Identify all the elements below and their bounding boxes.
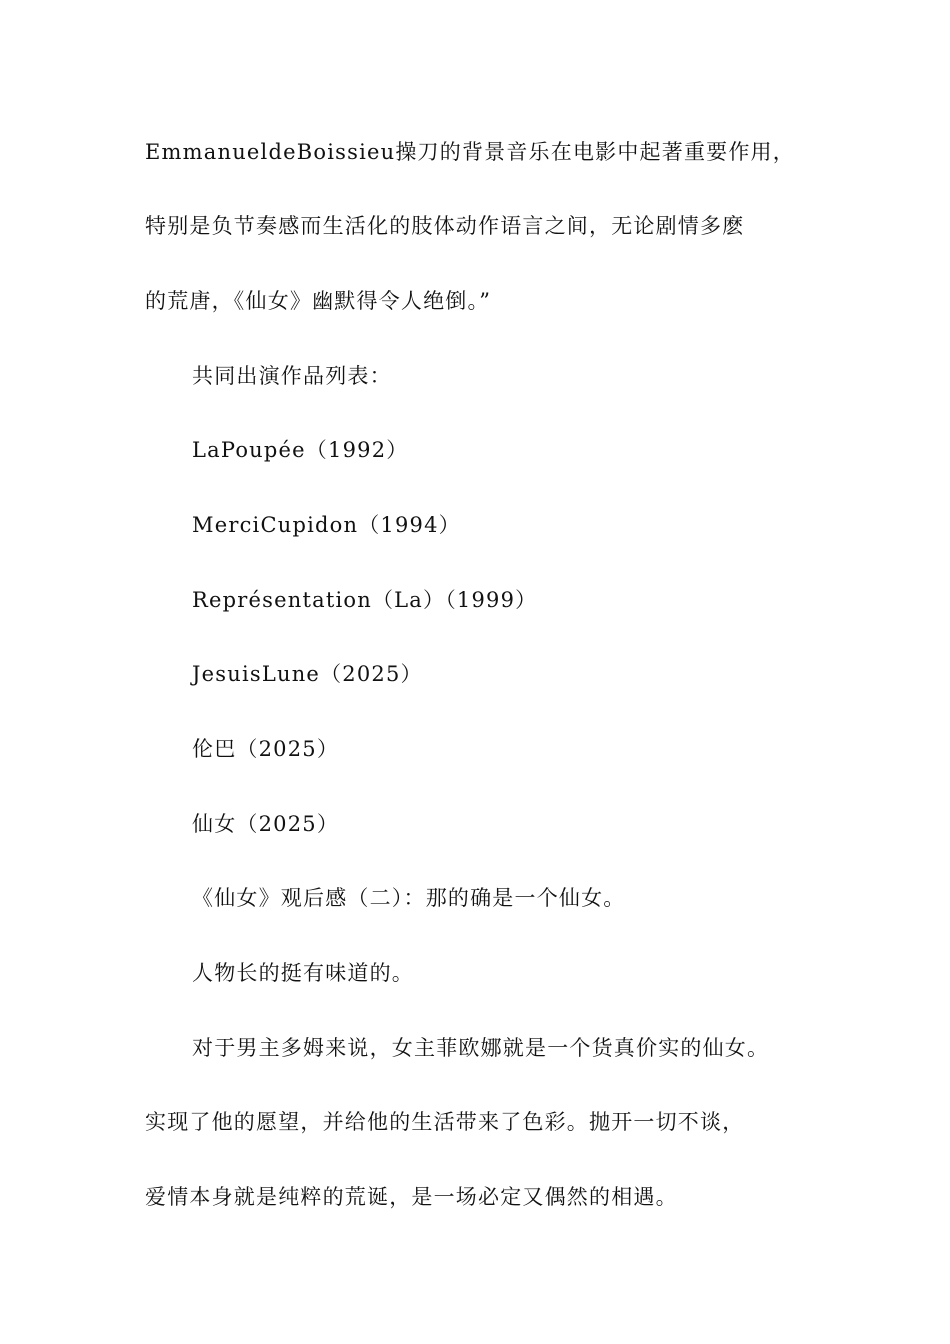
list-item: JesuisLune（2025） [192, 662, 423, 686]
paragraph-line: 实现了他的愿望，并给他的生活带来了色彩。抛开一切不谈， [145, 1110, 745, 1134]
article-subtitle: 《仙女》观后感（二）：那的确是一个仙女。 [192, 886, 626, 910]
list-item: LaPoupée（1992） [192, 438, 409, 462]
paragraph-line: 特别是负节奏感而生活化的肢体动作语言之间，无论剧情多麽 [145, 214, 745, 238]
list-item: MerciCupidon（1994） [192, 513, 461, 537]
paragraph-line: 的荒唐，《仙女》幽默得令人绝倒。” [145, 289, 492, 313]
list-item: 伦巴（2025） [192, 737, 340, 761]
paragraph-line: 爱情本身就是纯粹的荒诞，是一场必定又偶然的相遇。 [145, 1185, 678, 1209]
paragraph-line: EmmanueldeBoissieu操刀的背景音乐在电影中起著重要作用， [145, 140, 795, 164]
list-item: 仙女（2025） [192, 812, 340, 836]
paragraph-line: 对于男主多姆来说，女主菲欧娜就是一个货真价实的仙女。 [192, 1036, 770, 1060]
paragraph-line: 人物长的挺有味道的。 [192, 961, 414, 985]
section-heading: 共同出演作品列表： [192, 364, 392, 388]
list-item: Représentation（La）（1999） [192, 588, 538, 612]
